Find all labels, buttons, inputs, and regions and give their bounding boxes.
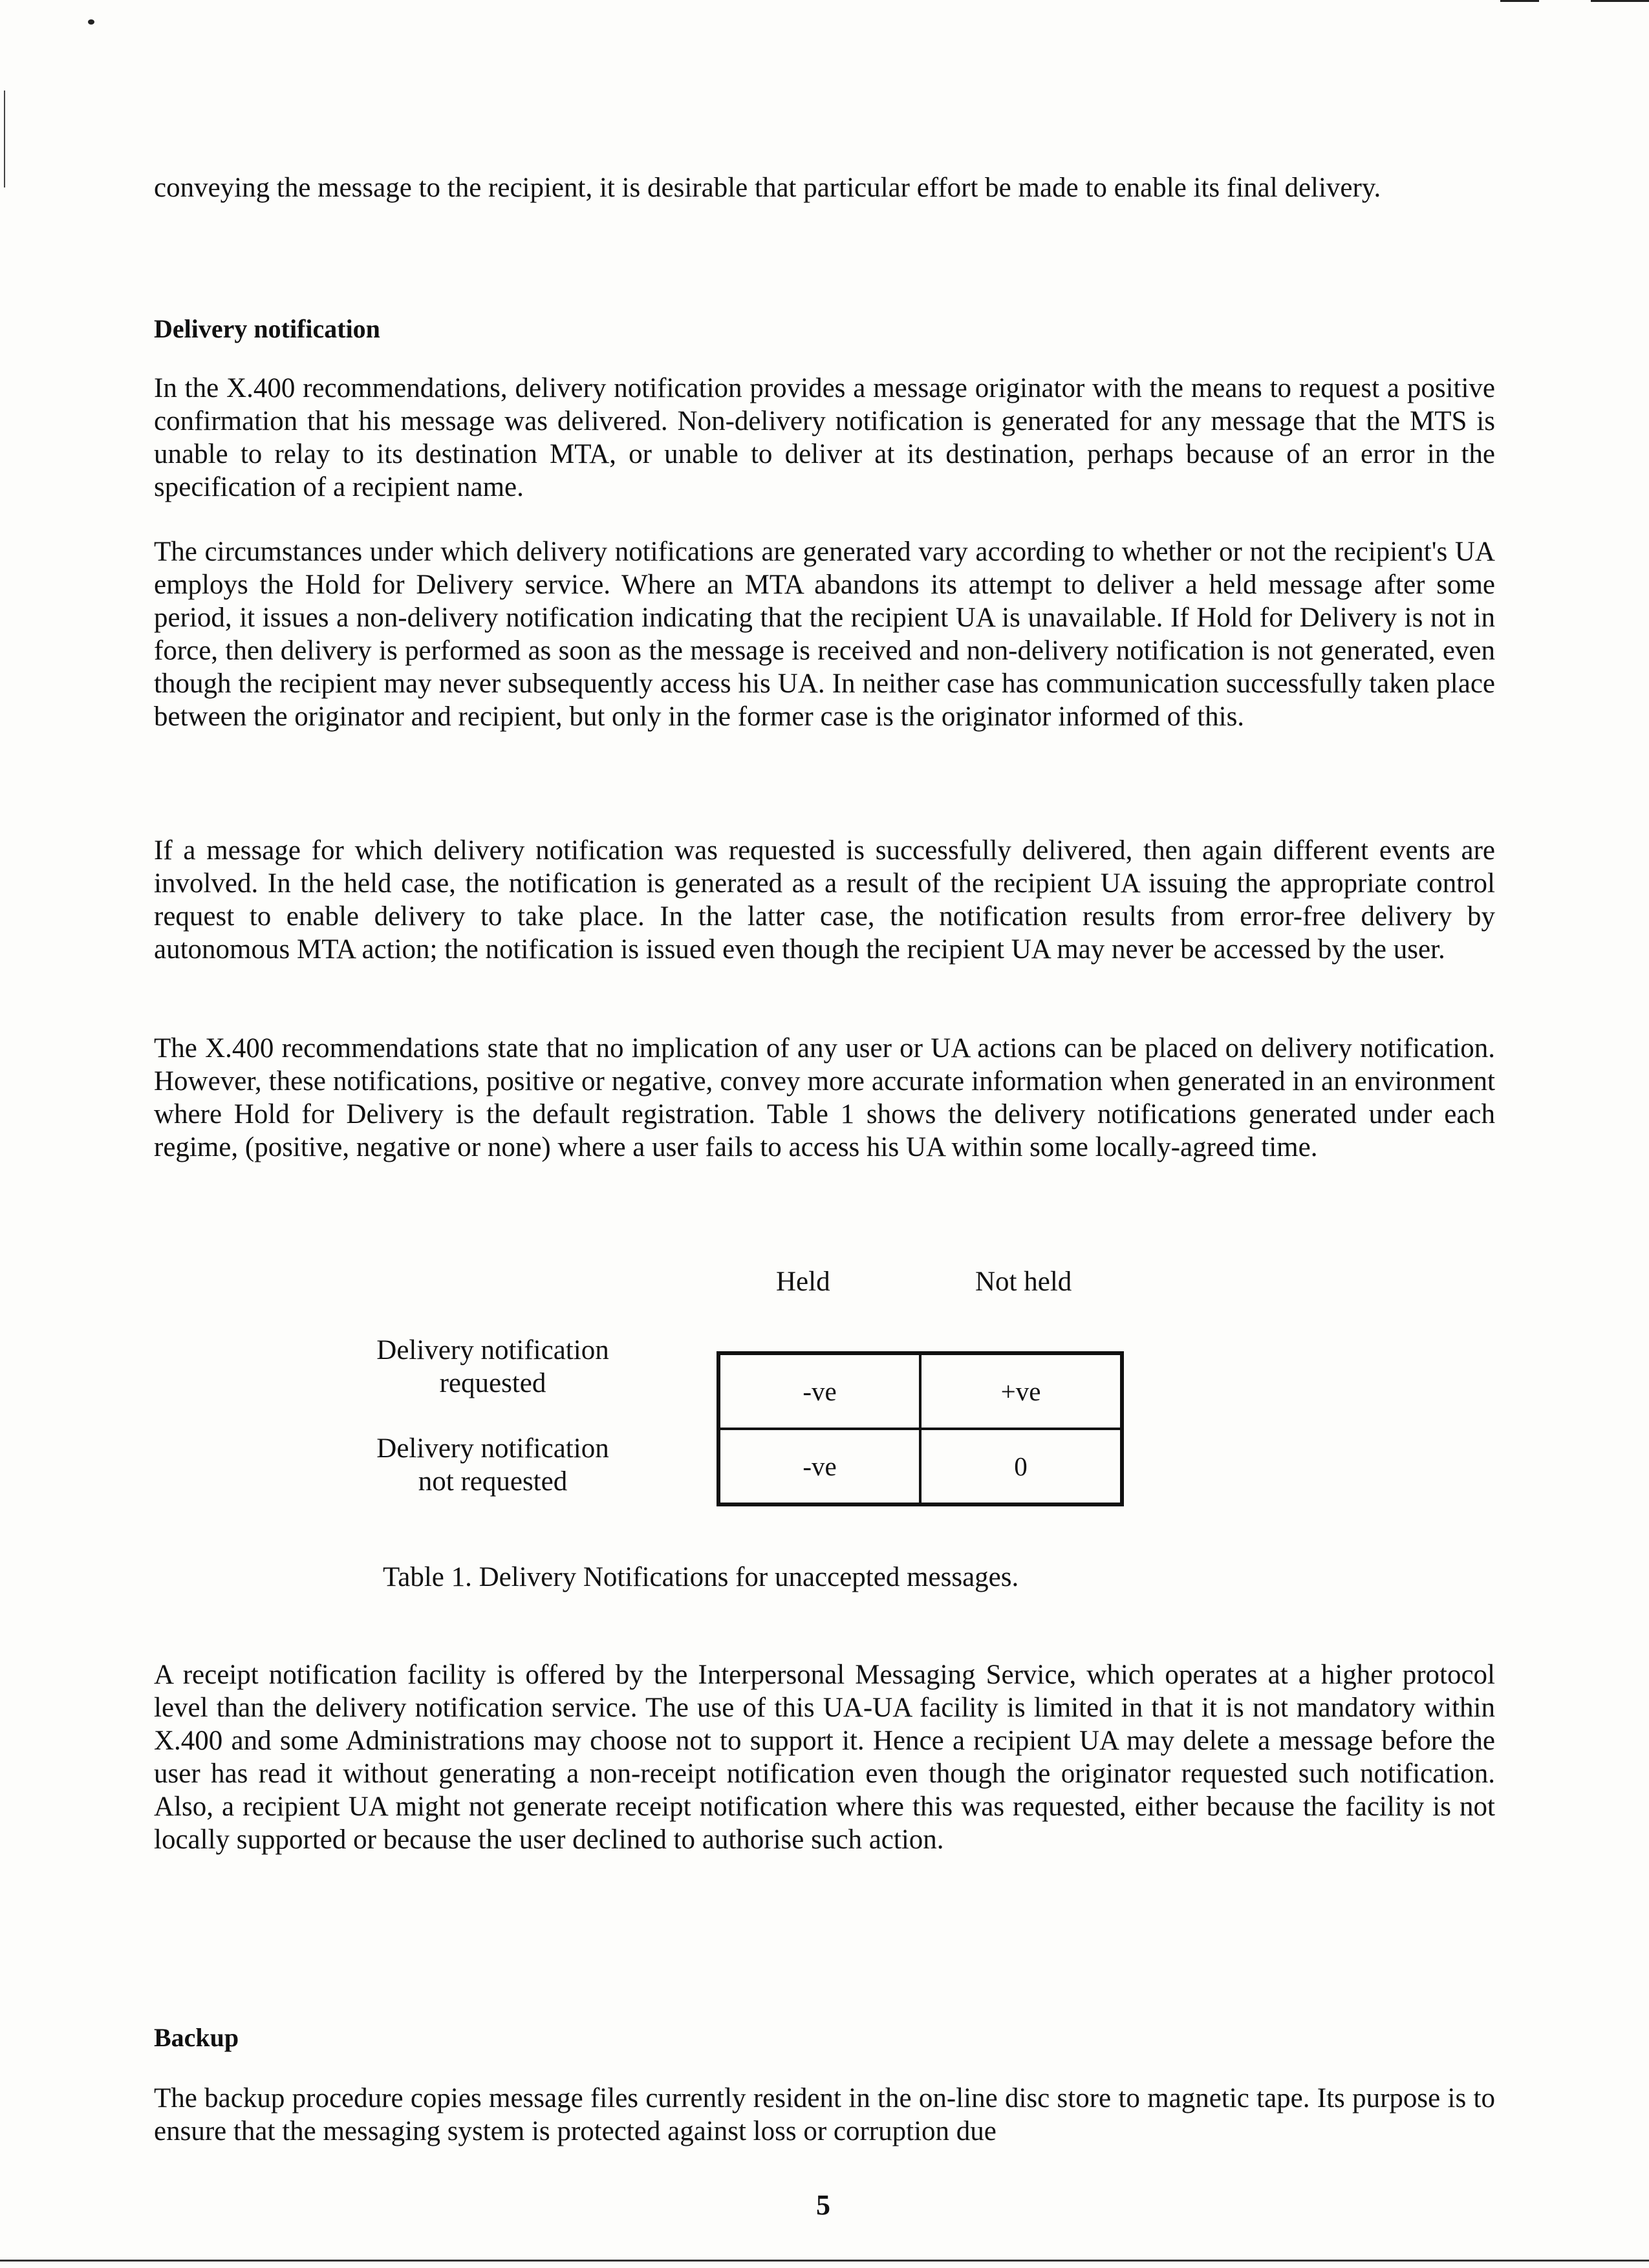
page-number: 5: [816, 2189, 830, 2221]
table-row: [718, 1353, 1122, 1429]
heading-delivery-notification: Delivery notification: [154, 314, 380, 343]
paragraph-receipt-notification: A receipt notification facility is offered by the Interpersonal Messaging Service, which operates at a higher protocol level than the delivery notification service. The use of this UA-UA facility is limited in that it is not mandatory within X.400 and some Administrations may choose not to support it. Hence a recipient UA may delete a message before the user has read it without generating a non-receipt notification even though the originator requested such notification. Also, a recipient UA might not generate receipt notification where this was requested, either because the facility is not locally supported or because the user declined to authorise such action.: [154, 1660, 1495, 1855]
scan-mark-top: [1500, 0, 1539, 2]
table-caption: Table 1. Delivery Notifications for unaccepted messages.: [383, 1562, 1019, 1592]
paragraph-backup: The backup procedure copies message files currently resident in the on-line disc store to magnetic tape. Its purpose is to ensure that the messaging system is protected against loss or corruption due: [154, 2083, 1495, 2146]
heading-backup: Backup: [154, 2023, 239, 2052]
paragraph-delivery-4: The X.400 recommendations state that no implication of any user or UA actions can be placed on delivery notification. However, these notifications, positive or negative, convey more accurate information when generated in an environment where Hold for Delivery is the default registration. Table 1 shows the delivery notifications generated under each regime, (positive, negative or none) where a user fails to access his UA within some locally-agreed time.: [154, 1033, 1495, 1162]
column-header-held: Held: [776, 1267, 830, 1297]
cell-requested-held: -ve: [718, 1353, 920, 1429]
scan-speck: [88, 19, 94, 25]
row-label-line: requested: [439, 1368, 546, 1398]
row-label-not-requested: [344, 1432, 641, 1498]
notification-grid: [717, 1351, 1124, 1506]
row-label-line: Delivery notification: [376, 1335, 609, 1365]
row-label-requested: [344, 1334, 641, 1400]
paragraph-delivery-2: The circumstances under which delivery notifications are generated vary according to whether or not the recipient's UA employs the Hold for Delivery service. Where an MTA abandons its attempt to deliver a held message after some period, it issues a non-delivery notification indicating that the recipient UA is unavailable. If Hold for Delivery is not in force, then delivery is performed as soon as the message is received and non-delivery notification is not generated, even though the recipient may never subsequently access his UA. In neither case has communication successfully taken place between the originator and recipient, but only in the former case is the originator informed of this.: [154, 537, 1495, 732]
column-header-not-held: Not held: [975, 1267, 1072, 1297]
scan-edge-mark: [4, 91, 5, 187]
cell-not-requested-held: -ve: [718, 1429, 920, 1504]
table-row: [718, 1429, 1122, 1504]
scan-mark-top-right: [1591, 0, 1649, 2]
scan-edge-bottom: [0, 2260, 1649, 2262]
paragraph-delivery-3: If a message for which delivery notification was requested is successfully delivered, then again different events are involved. In the held case, the notification is generated as a result of the recipient UA issuing the appropriate control request to enable delivery to take place. In the latter case, the notification results from error-free delivery by autonomous MTA action; the notification is issued even though the recipient UA may never be accessed by the user.: [154, 835, 1495, 965]
row-label-line: Delivery notification: [376, 1433, 609, 1464]
cell-requested-not-held: +ve: [920, 1353, 1122, 1429]
row-label-line: not requested: [418, 1466, 568, 1497]
intro-paragraph: conveying the message to the recipient, it is desirable that particular effort be made to enable its final delivery.: [154, 173, 1381, 203]
paragraph-delivery-1: In the X.400 recommendations, delivery notification provides a message originator with the means to request a positive confirmation that his message was delivered. Non-delivery notification is generated for any message that the MTS is unable to relay to its destination MTA, or unable to deliver at its destination, perhaps because of an error in the specification of a recipient name.: [154, 373, 1495, 502]
cell-not-requested-not-held: 0: [920, 1429, 1122, 1504]
